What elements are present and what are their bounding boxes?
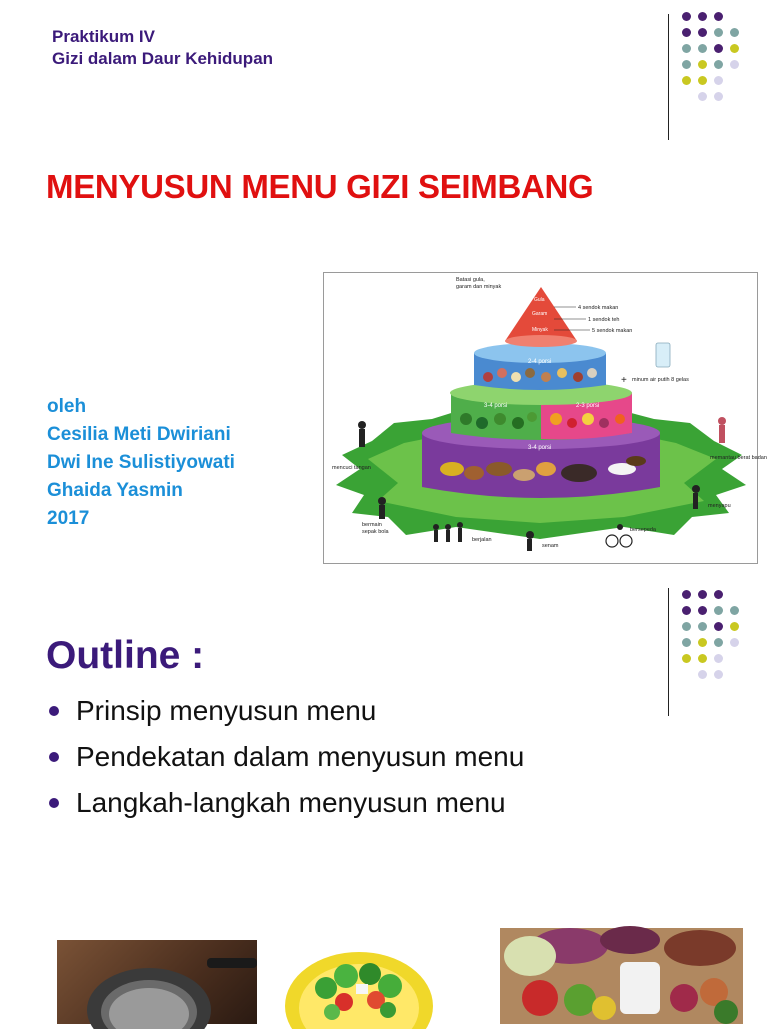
outline-list [46,688,524,826]
decorative-dot [682,44,691,53]
decorative-dot [698,622,707,631]
tier-4-label: 3-4 porsi [528,445,552,451]
decorative-dot [682,622,691,631]
outline-title: Outline : [46,634,205,677]
decorative-dot [714,12,723,21]
decorative-dot [714,590,723,599]
decorative-dot [714,92,723,101]
limit-item-0: Gula [534,297,545,303]
vegetables-photo [500,928,743,1024]
decorative-dot [714,654,723,663]
activity-label: memantau berat badan [710,455,767,461]
limit-item-1: Garam [532,311,548,317]
bullet-icon [49,752,59,762]
decorative-dot [698,44,707,53]
decorative-dot [714,44,723,53]
svg-text:garam dan minyak: garam dan minyak [456,284,502,290]
course-line-1: Praktikum IV [52,27,155,46]
decorative-dot [730,60,739,69]
decorative-dot [698,654,707,663]
slide-title: MENYUSUN MENU GIZI SEIMBANG [46,168,594,205]
activity-label: bermain [362,522,382,528]
list-item: Pendekatan dalam menyusun menu [46,734,524,780]
decorative-dot [698,606,707,615]
salad-photo [284,942,434,1024]
list-item: Langkah-langkah menyusun menu [46,780,524,826]
limit-amount-0: 4 sendok makan [578,305,619,311]
author-line: oleh [47,396,87,417]
activity-label: mencuci tangan [332,465,371,471]
decorative-dot [682,654,691,663]
decorative-dot [682,638,691,647]
decorative-dot [730,638,739,647]
decorative-dot [698,76,707,85]
decorative-dot [698,92,707,101]
decorative-dot [698,670,707,679]
decorative-dot [698,28,707,37]
activity-label: senam [542,543,559,549]
course-header [52,26,273,70]
divider-line [668,14,669,140]
course-line-2: Gizi dalam Daur Kehidupan [52,49,274,68]
activity-label: berjalan [472,537,492,543]
author-line: Cesilia Meti Dwiriani [47,424,231,445]
decorative-dot [698,12,707,21]
limit-amount-1: 1 sendok teh [588,317,620,323]
tier-3-right-label: 2-3 porsi [576,403,600,409]
bullet-icon [49,706,59,716]
decorative-dot [714,76,723,85]
author-line: 2017 [47,508,90,529]
author-line: Ghaida Yasmin [47,480,183,501]
decorative-dot [682,590,691,599]
author-line: Dwi Ine Sulistiyowati [47,452,235,473]
decorative-dot [682,12,691,21]
decorative-dot [730,606,739,615]
limit-item-2: Minyak [532,327,548,333]
slide-2 [0,588,768,1024]
decorative-dot [730,44,739,53]
list-item: Prinsip menyusun menu [46,688,524,734]
decorative-dot [714,622,723,631]
top-note: Batasi gula, [456,277,485,283]
decorative-dot [730,622,739,631]
bullet-icon [49,798,59,808]
limit-amount-2: 5 sendok makan [592,328,633,334]
author-list [47,393,235,533]
decorative-dot [714,670,723,679]
decorative-dot [698,60,707,69]
decorative-dot [682,60,691,69]
decorative-dot [698,638,707,647]
tier-2-label: 2-4 porsi [528,359,552,365]
water-label: minum air putih 8 gelas [632,377,689,383]
decorative-dot [698,590,707,599]
divider-line [668,588,669,716]
decorative-dot [714,638,723,647]
activity-label: bersepeda [630,527,656,533]
tier-3-left-label: 3-4 porsi [484,403,508,409]
decorative-dot [682,76,691,85]
food-pyramid-illustration [323,272,767,564]
water-glass-icon [656,343,670,367]
decorative-dot [714,60,723,69]
activity-label: menyapu [708,503,731,509]
decorative-dot [682,606,691,615]
decorative-dot [714,28,723,37]
decorative-dot [730,28,739,37]
svg-text:sepak bola: sepak bola [362,529,389,535]
decorative-dot [714,606,723,615]
decorative-dot [682,28,691,37]
frying-pan-photo [57,940,257,1024]
svg-text:+: + [621,375,627,386]
